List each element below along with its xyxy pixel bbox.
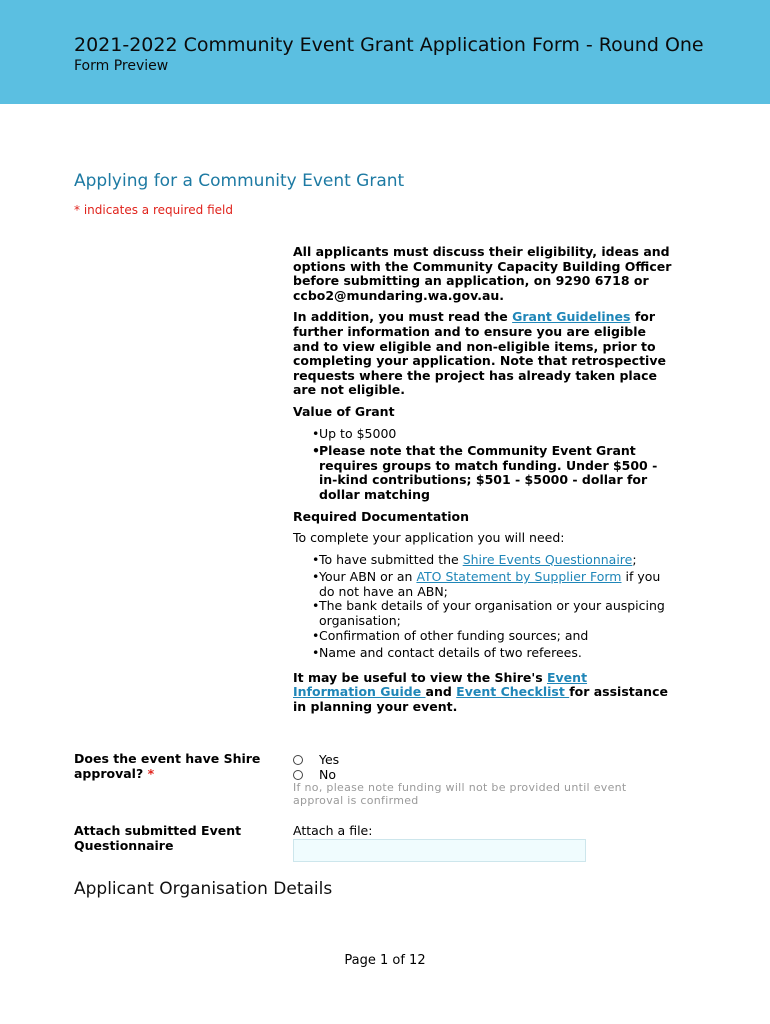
attach-file-prompt: Attach a file: — [293, 823, 373, 838]
useful-text: and — [425, 684, 457, 700]
doc-item: • Confirmation of other funding sources; and — [293, 629, 673, 644]
approval-no-option[interactable] — [293, 767, 336, 782]
shire-approval-label-text: Does the event have Shire approval? — [74, 751, 261, 781]
radio-yes-label: Yes — [319, 752, 340, 767]
doc-item: • The bank details of your organisation or your auspicing organisation; — [293, 599, 673, 628]
event-checklist-link[interactable]: Event Checklist — [456, 684, 570, 700]
doc-text: ; — [632, 551, 637, 567]
section-heading-applicant: Applicant Organisation Details — [74, 879, 333, 899]
required-asterisk: * — [147, 766, 155, 781]
doc-text: Your ABN or an — [319, 569, 417, 585]
guidelines-text-before: In addition, you must read the — [293, 309, 513, 325]
required-documentation-heading: Required Documentation — [293, 508, 470, 524]
value-item: • Up to $5000 — [293, 427, 673, 442]
guidelines-text-after: for further information and to ensure you are eligible and to view eligible and non-eligible items, prior to completing your application. Note that retrospective requests where the project has already taken place are not eligible. — [293, 309, 666, 398]
form-subtitle: Form Preview — [74, 58, 169, 74]
guidelines-paragraph — [293, 310, 673, 398]
form-title: 2021-2022 Community Event Grant Application Form - Round One — [74, 34, 704, 56]
useful-text: It may be useful to view the Shire's — [293, 669, 547, 685]
doc-item — [293, 570, 673, 599]
radio-yes[interactable] — [293, 755, 303, 765]
grant-guidelines-link[interactable]: Grant Guidelines — [512, 309, 631, 325]
section-heading-applying: Applying for a Community Event Grant — [74, 171, 405, 191]
doc-item: • Name and contact details of two referees. — [293, 646, 673, 661]
required-field-note: * indicates a required field — [74, 203, 233, 217]
doc-text: To have submitted the — [319, 551, 463, 567]
intro-content — [293, 245, 673, 715]
value-list — [293, 427, 673, 503]
approval-yes-option[interactable] — [293, 752, 339, 767]
ato-statement-link[interactable]: ATO Statement by Supplier Form — [416, 569, 622, 585]
documentation-list — [293, 553, 673, 661]
radio-no-label: No — [319, 767, 336, 782]
useful-text: for assistance in planning your event. — [293, 684, 668, 715]
header-banner — [0, 0, 770, 104]
event-information-guide-link[interactable]: Event Information Guide — [293, 669, 588, 700]
page-number: Page 1 of 12 — [344, 953, 426, 968]
doc-text: if you do not have an ABN; — [319, 569, 661, 599]
eligibility-paragraph: All applicants must discuss their eligibility, ideas and options with the Community Capacity Building Officer before submitting an application, on 9290 6718 or ccbo2@mundaring.wa.gov.au. — [293, 244, 672, 303]
file-upload-input[interactable] — [293, 839, 586, 862]
documentation-intro: To complete your application you will need: — [293, 530, 565, 546]
attach-questionnaire-label: Attach submitted Event Questionnaire — [74, 823, 242, 853]
value-item: • Please note that the Community Event Grant requires groups to match funding. Under $500 - in-kind contributions; $501 - $5000 - dollar for dollar matching — [293, 444, 673, 502]
shire-approval-label — [74, 751, 264, 781]
doc-item — [293, 553, 673, 568]
shire-events-questionnaire-link[interactable]: Shire Events Questionnaire — [462, 551, 633, 567]
approval-hint: If no, please note funding will not be provided until event approval is confirmed — [293, 781, 627, 807]
radio-no[interactable] — [293, 770, 303, 780]
useful-resources-paragraph — [293, 671, 673, 715]
value-of-grant-heading: Value of Grant — [293, 403, 395, 419]
